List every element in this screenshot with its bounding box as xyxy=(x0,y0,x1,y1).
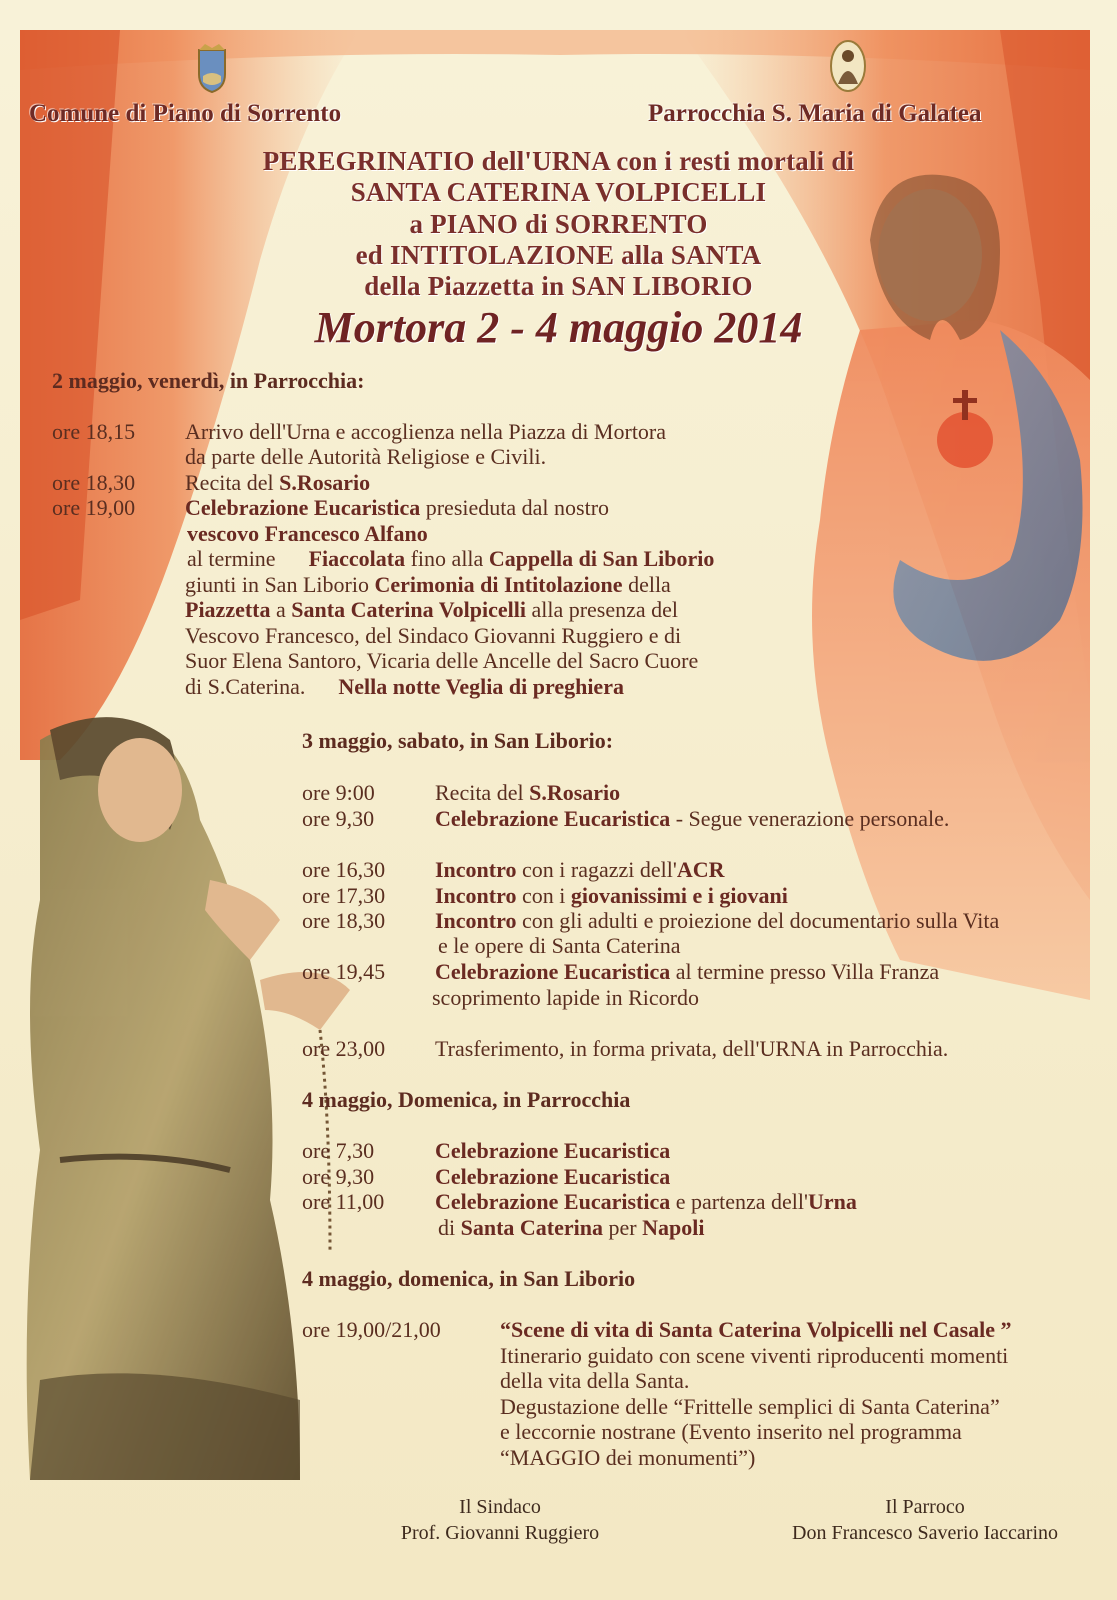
day1-text-3: Celebrazione Eucaristica presieduta dal nostro xyxy=(185,495,610,520)
town-crest-icon xyxy=(195,42,229,94)
day3-time-1: ore 7,30 xyxy=(302,1138,375,1163)
day1-text-1a: Arrivo dell'Urna e accoglienza nella Piazza di Mortora xyxy=(185,419,667,444)
signature-priest-name: Don Francesco Saverio Iaccarino xyxy=(792,1522,1058,1544)
day2-time-3: ore 16,30 xyxy=(302,857,386,882)
day1-time-3: ore 19,00 xyxy=(52,495,136,520)
title-line-4: ed INTITOLAZIONE alla SANTA xyxy=(355,240,762,270)
day3-heading: 4 maggio, Domenica, in Parrocchia xyxy=(302,1087,631,1112)
madonna-medallion-icon xyxy=(828,38,868,94)
day1-time-1: ore 18,15 xyxy=(52,419,136,444)
title-line-1: PEREGRINATIO dell'URNA con i resti mortali di xyxy=(262,146,855,176)
day2-text-6: Celebrazione Eucaristica al termine presso Villa Franza xyxy=(435,959,940,984)
day2-time-1: ore 9:00 xyxy=(302,780,375,805)
day4-time: ore 19,00/21,00 xyxy=(302,1317,441,1342)
day4-heading: 4 maggio, domenica, in San Liborio xyxy=(302,1266,636,1291)
day2-time-6: ore 19,45 xyxy=(302,959,386,984)
day1-line-5: giunti in San Liborio Cerimonia di Intitolazione della xyxy=(185,572,671,597)
day2-time-4: ore 17,30 xyxy=(302,883,386,908)
day1-line-7: Vescovo Francesco, del Sindaco Giovanni Ruggiero e di xyxy=(185,623,682,648)
day4-line-2: della vita della Santa. xyxy=(500,1368,690,1393)
day3-text-3: Celebrazione Eucaristica e partenza dell'Urna xyxy=(435,1189,857,1214)
day2-heading: 3 maggio, sabato, in San Liborio: xyxy=(302,728,614,753)
subtitle: Mortora 2 - 4 maggio 2014 xyxy=(314,303,803,352)
day2-text-3: Incontro con i ragazzi dell'ACR xyxy=(435,857,725,882)
day4-line-4: e leccornie nostrane (Evento inserito nel programma xyxy=(500,1419,962,1444)
title-line-5: della Piazzetta in SAN LIBORIO xyxy=(364,271,753,301)
header-parish: Parrocchia S. Maria di Galatea xyxy=(648,100,982,127)
day4-line-3: Degustazione delle “Frittelle semplici di Santa Caterina” xyxy=(500,1394,1000,1419)
header-municipality: Comune di Piano di Sorrento xyxy=(29,100,342,127)
day2-text-1: Recita del S.Rosario xyxy=(435,780,621,805)
day1-line-9: di S.Caterina. Nella notte Veglia di preghiera xyxy=(185,674,624,699)
day2-time-7: ore 23,00 xyxy=(302,1036,386,1061)
day4-line-1: Itinerario guidato con scene viventi riproducenti momenti xyxy=(500,1343,1009,1368)
title-line-2: SANTA CATERINA VOLPICELLI xyxy=(350,177,767,207)
day3-time-2: ore 9,30 xyxy=(302,1164,375,1189)
day2-time-2: ore 9,30 xyxy=(302,806,375,831)
day2-text-7: Trasferimento, in forma privata, dell'URNA in Parrocchia. xyxy=(435,1036,949,1061)
day2-text-5: Incontro con gli adulti e proiezione del documentario sulla Vita xyxy=(435,908,1000,933)
day1-line-8: Suor Elena Santoro, Vicaria delle Ancelle del Sacro Cuore xyxy=(185,648,699,673)
signature-priest-role: Il Parroco xyxy=(885,1496,965,1518)
day3-time-3: ore 11,00 xyxy=(302,1189,385,1214)
signature-mayor-role: Il Sindaco xyxy=(459,1496,541,1518)
day3-text-2: Celebrazione Eucaristica xyxy=(435,1164,671,1189)
day1-bishop: vescovo Francesco Alfano xyxy=(187,521,428,546)
day1-time-2: ore 18,30 xyxy=(52,470,136,495)
day3-text-3b: di Santa Caterina per Napoli xyxy=(438,1215,705,1240)
day1-text-2: Recita del S.Rosario xyxy=(185,470,371,495)
day4-line-5: “MAGGIO dei monumenti”) xyxy=(500,1445,756,1470)
day1-heading: 2 maggio, venerdì, in Parrocchia: xyxy=(52,368,365,393)
day3-text-1: Celebrazione Eucaristica xyxy=(435,1138,671,1163)
day1-line-4: al termine Fiaccolata fino alla Cappella di San Liborio xyxy=(187,546,715,571)
day2-time-5: ore 18,30 xyxy=(302,908,386,933)
day1-line-6: Piazzetta a Santa Caterina Volpicelli alla presenza del xyxy=(185,597,679,622)
day4-quote: “Scene di vita di Santa Caterina Volpicelli nel Casale ” xyxy=(500,1317,1012,1342)
signature-mayor-name: Prof. Giovanni Ruggiero xyxy=(400,1522,600,1544)
day2-text-6b: scoprimento lapide in Ricordo xyxy=(432,985,699,1010)
day1-text-1b: da parte delle Autorità Religiose e Civili. xyxy=(185,444,547,469)
day2-text-4: Incontro con i giovanissimi e i giovani xyxy=(435,883,788,908)
day2-text-2: Celebrazione Eucaristica - Segue venerazione personale. xyxy=(435,806,950,831)
day2-text-5b: e le opere di Santa Caterina xyxy=(438,933,681,958)
title-line-3: a PIANO di SORRENTO xyxy=(409,209,708,239)
